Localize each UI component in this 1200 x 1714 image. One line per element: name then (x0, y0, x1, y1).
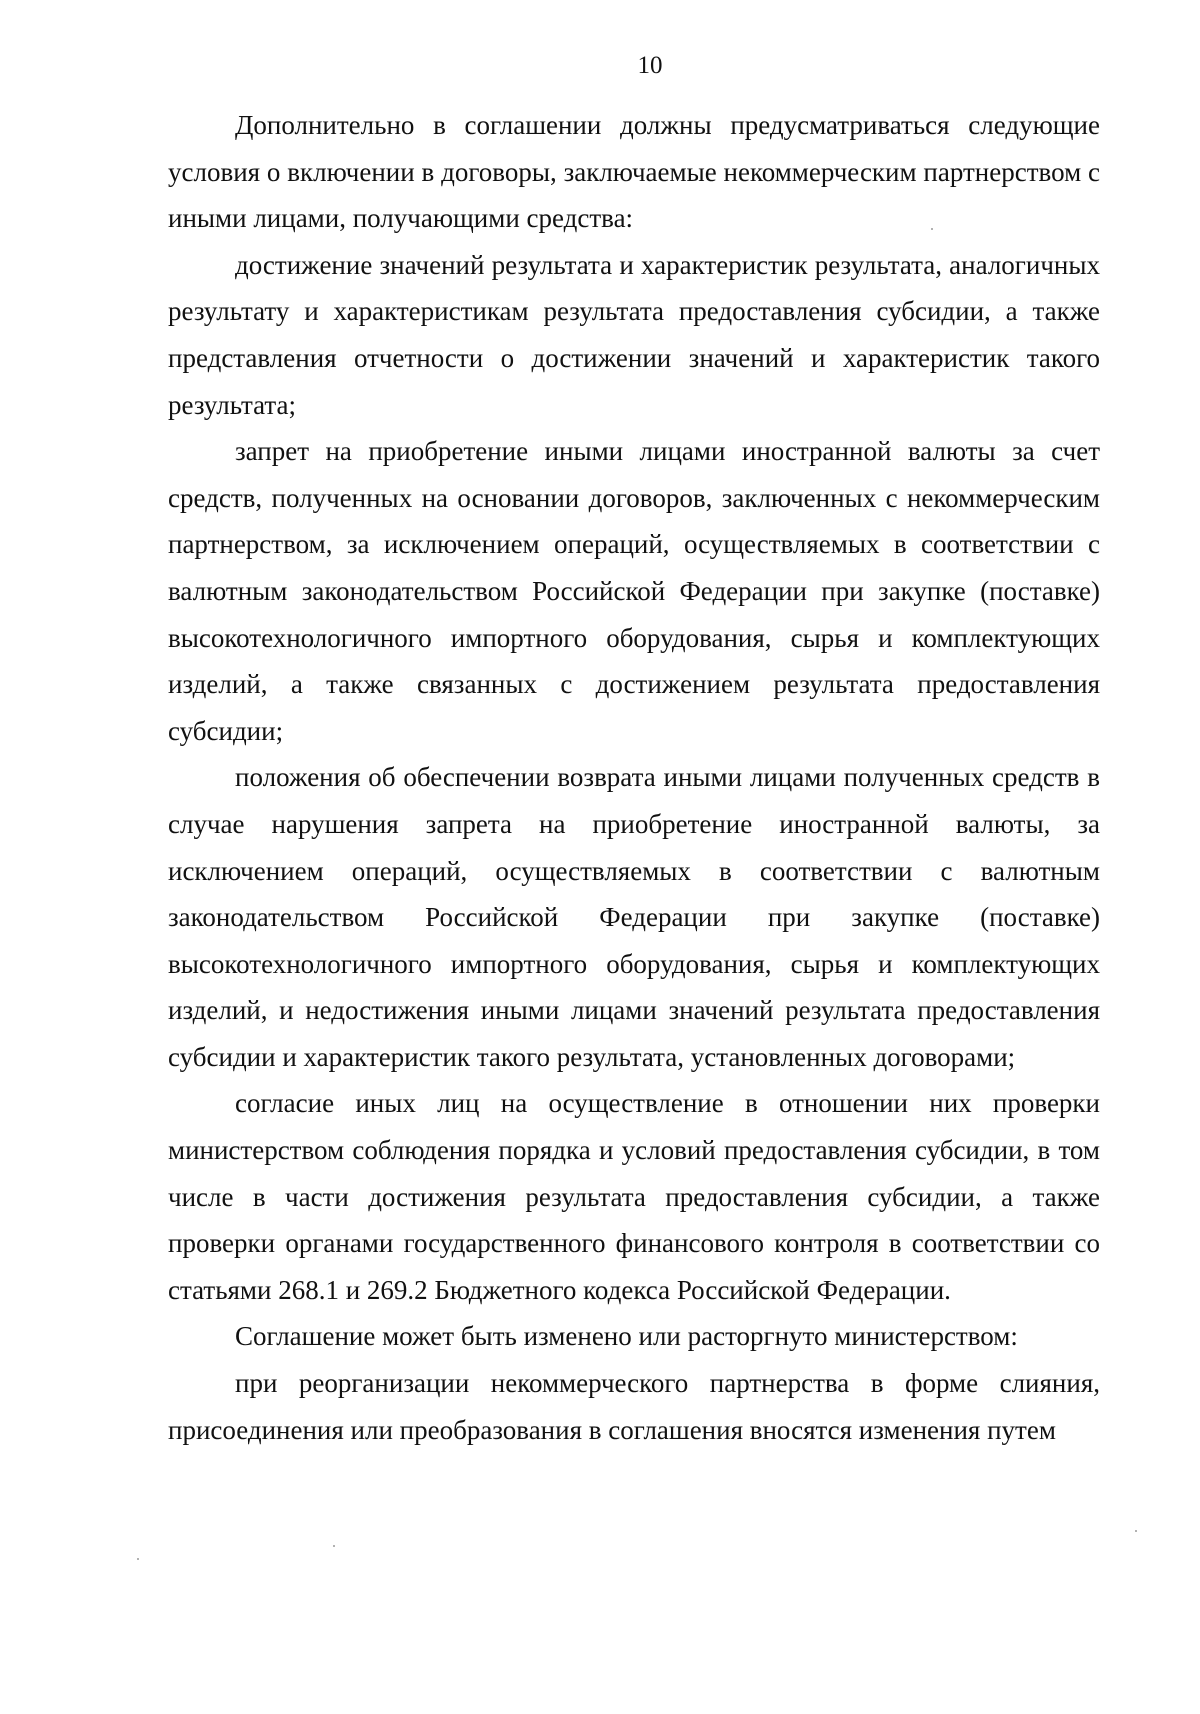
scan-speck (1135, 1530, 1137, 1532)
document-body (168, 102, 1100, 1453)
paragraph-additional-conditions: Дополнительно в соглашении должны предусматриваться следующие условия о включении в договоры, заключаемые некоммерческим партнерством с иными лицами, получающими средства: (168, 110, 1100, 234)
paragraph-result-achievement: достижение значений результата и характеристик результата, аналогичных результату и характеристикам результата предоставления субсидии, а также представления отчетности о достижении значений и характеристик такого результата; (168, 249, 1100, 420)
scan-speck (333, 1545, 335, 1547)
page-number: 10 (637, 52, 663, 79)
paragraph-refund-provisions: положения об обеспечении возврата иными лицами полученных средств в случае нарушения запрета на приобретение иностранной валюты, за исключением операций, осуществляемых в соответствии с валютным законодательством Российской Федерации при закупке (поставке) высокотехнологичного импортного оборудования, сырья и комплектующих изделий, и недостижения иными лицами значений результата предоставления субсидии и характеристик такого результата, установленных договорами; (168, 762, 1100, 1072)
paragraph-currency-ban: запрет на приобретение иными лицами иностранной валюты за счет средств, полученных на основании договоров, заключенных с некоммерческим партнерством, за исключением операций, осуществляемых в соответствии с валютным законодательством Российской Федерации при закупке (поставке) высокотехнологичного импортного оборудования, сырья и комплектующих изделий, а также связанных с достижением результата предоставления субсидии; (168, 436, 1100, 746)
paragraph-agreement-change: Соглашение может быть изменено или расторгнуто министерством: (235, 1321, 1018, 1352)
paragraph-inspection-consent: согласие иных лиц на осуществление в отношении них проверки министерством соблюдения порядка и условий предоставления субсидии, в том числе в части достижения результата предоставления субсидии, а также проверки органами государственного финансового контроля в соответствии со статьями 268.1 и 269.2 Бюджетного кодекса Российской Федерации. (168, 1088, 1100, 1305)
scan-speck (137, 1558, 139, 1560)
paragraph-reorganization: при реорганизации некоммерческого партнерства в форме слияния, присоединения или преобразования в соглашения вносятся изменения путем (168, 1368, 1100, 1445)
scan-speck (931, 228, 933, 230)
